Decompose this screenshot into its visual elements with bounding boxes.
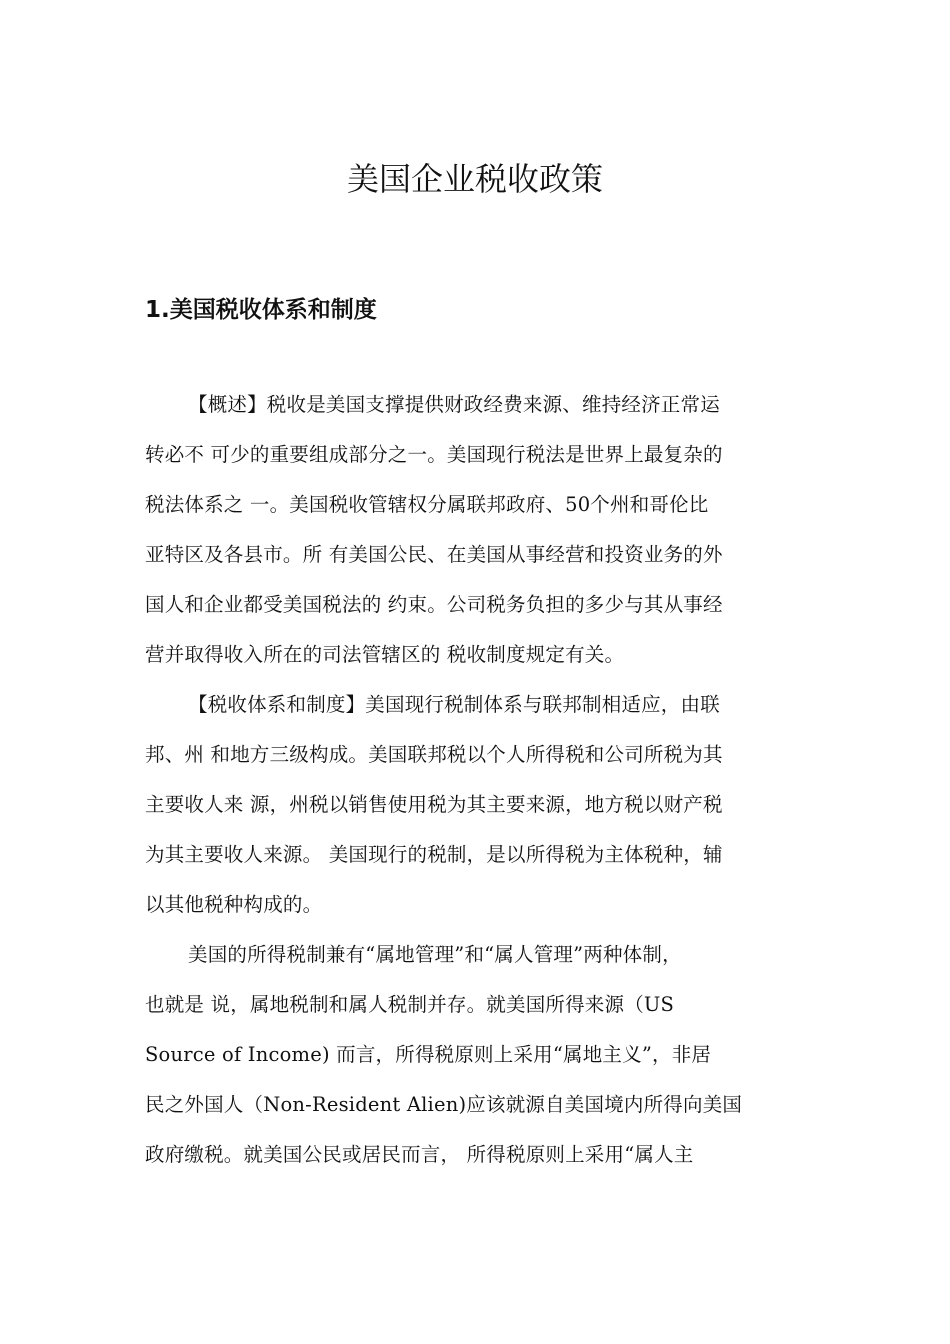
text-line: 主要收人来 源，州税以销售使用税为其主要来源，地方税以财产税 xyxy=(145,793,723,816)
text-line: 税法体系之 一。美国税收管辖权分属联邦政府、50个州和哥伦比 xyxy=(145,493,709,516)
text-line: 邦、州 和地方三级构成。美国联邦税以个人所得税和公司所税为其 xyxy=(145,743,723,766)
text-line: 【税收体系和制度】美国现行税制体系与联邦制相适应，由联 xyxy=(188,693,720,716)
text-line: 美国的所得税制兼有“属地管理”和“属人管理”两种体制， xyxy=(188,943,682,966)
paragraph-tax-system xyxy=(145,680,807,930)
text-line: 民之外国人（Non-Resident Alien)应该就源自美国境内所得向美国 xyxy=(145,1093,743,1116)
text-line: 转必不 可少的重要组成部分之一。美国现行税法是世界上最复杂的 xyxy=(145,443,723,466)
section-heading: 1.美国税收体系和制度 xyxy=(145,297,377,323)
text-line: 亚特区及各县市。所 有美国公民、在美国从事经营和投资业务的外 xyxy=(145,543,723,566)
text-line: 以其他税种构成的。 xyxy=(145,893,323,916)
text-line: 国人和企业都受美国税法的 约束。公司税务负担的多少与其从事经 xyxy=(145,593,723,616)
document-body xyxy=(145,380,807,1180)
document-title: 美国企业税收政策 xyxy=(346,160,603,198)
text-line: 政府缴税。就美国公民或居民而言， 所得税原则上采用“属人主 xyxy=(145,1143,694,1166)
text-line: 为其主要收人来源。 美国现行的税制，是以所得税为主体税种，辅 xyxy=(145,843,723,866)
paragraph-income-tax xyxy=(145,930,807,1180)
text-line: 【概述】税收是美国支撑提供财政经费来源、维持经济正常运 xyxy=(188,393,720,416)
text-line: Source of Income) 而言，所得税原则上采用“属地主义”，非居 xyxy=(145,1043,712,1066)
paragraph-overview xyxy=(145,380,807,680)
text-line: 营并取得收入所在的司法管辖区的 税收制度规定有关。 xyxy=(145,643,625,666)
text-line: 也就是 说，属地税制和属人税制并存。就美国所得来源（US xyxy=(145,993,675,1016)
